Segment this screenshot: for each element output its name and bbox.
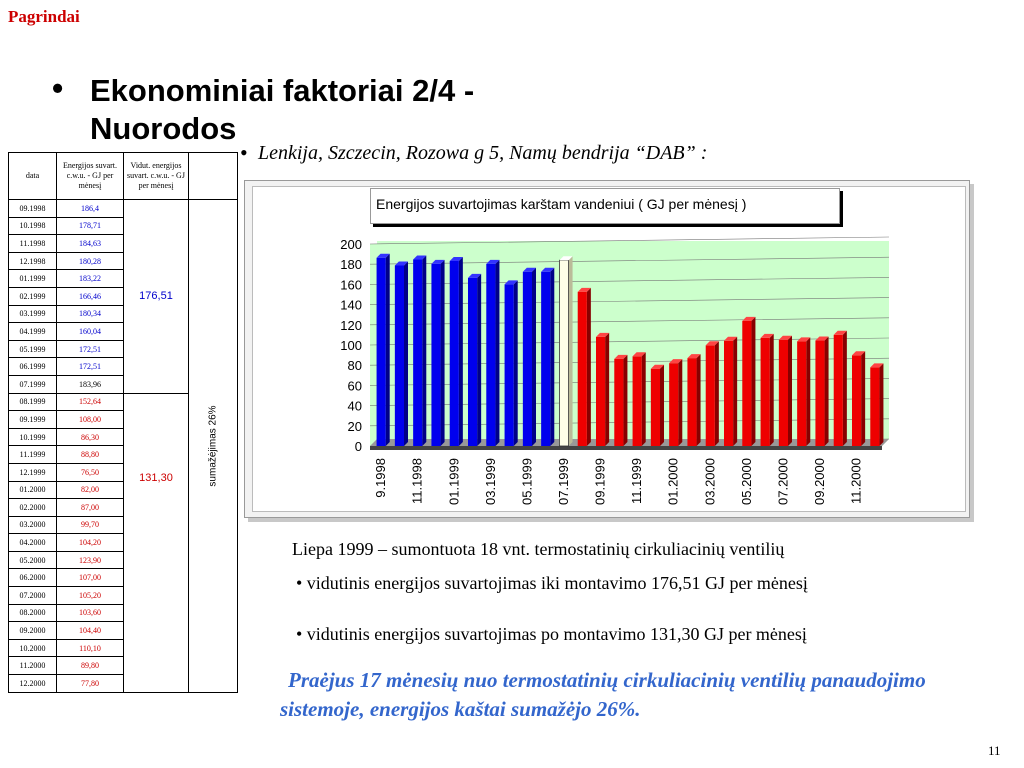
bar-side bbox=[623, 355, 627, 446]
value-cell: 180,28 bbox=[57, 252, 124, 270]
bar bbox=[815, 341, 824, 446]
y-tick-label: 120 bbox=[340, 317, 362, 333]
date-cell: 11.1999 bbox=[9, 446, 57, 464]
installation-note: Liepa 1999 – sumontuota 18 vnt. termostatinių cirkuliacinių ventilių bbox=[292, 539, 785, 559]
bar bbox=[706, 345, 715, 446]
date-cell: 03.2000 bbox=[9, 516, 57, 534]
value-cell: 166,46 bbox=[57, 287, 124, 305]
bar bbox=[797, 341, 806, 446]
date-cell: 06.2000 bbox=[9, 569, 57, 587]
x-tick-label: 07.2000 bbox=[775, 458, 791, 505]
bar-side bbox=[495, 260, 499, 446]
bar bbox=[377, 258, 386, 446]
bar-side bbox=[642, 352, 646, 446]
page-number: 11 bbox=[988, 743, 1001, 758]
slide-title: Ekonominiai faktoriai 2/4 - Nuorodos bbox=[90, 73, 475, 146]
bar bbox=[559, 260, 568, 446]
value-cell: 183,22 bbox=[57, 270, 124, 288]
value-cell: 103,60 bbox=[57, 604, 124, 622]
bar-side bbox=[605, 333, 609, 446]
y-tick-label: 0 bbox=[354, 439, 362, 454]
y-tick-label: 40 bbox=[347, 398, 362, 414]
bar-side bbox=[678, 359, 682, 446]
bar-side bbox=[514, 280, 518, 446]
value-cell: 178,71 bbox=[57, 217, 124, 235]
bar-side bbox=[770, 334, 774, 446]
average-after-cell: 131,30 bbox=[124, 393, 189, 692]
reduction-cell bbox=[189, 200, 238, 693]
table-header-cell: Vidut. energijos suvart. c.w.u. - GJ per mėnesį bbox=[124, 153, 189, 200]
x-tick-label: 09.1999 bbox=[592, 458, 608, 505]
value-cell: 172,51 bbox=[57, 358, 124, 376]
x-tick-label: 01.2000 bbox=[665, 458, 681, 505]
table-row bbox=[9, 200, 238, 218]
conclusion-text: Praėjus 17 mėnesių nuo termostatinių cirkuliacinių ventilių panaudojimo sistemoje, energijos kaštai sumažėjo 26%. bbox=[280, 668, 926, 721]
bar bbox=[450, 261, 459, 446]
value-cell: 123,90 bbox=[57, 551, 124, 569]
section-label: Pagrindai bbox=[8, 7, 80, 26]
value-cell: 108,00 bbox=[57, 411, 124, 429]
bar bbox=[742, 321, 751, 446]
date-cell: 02.1999 bbox=[9, 287, 57, 305]
value-cell: 160,04 bbox=[57, 323, 124, 341]
chart-title: Energijos suvartojimas karštam vandeniui ( GJ per mėnesį ) bbox=[376, 196, 747, 212]
x-tick-label: 11.1998 bbox=[409, 458, 425, 505]
value-cell: 89,80 bbox=[57, 657, 124, 675]
bar-side bbox=[441, 260, 445, 446]
bar-side bbox=[879, 363, 883, 446]
date-cell: 10.1998 bbox=[9, 217, 57, 235]
table-header-cell: data bbox=[9, 153, 57, 200]
plot-floor bbox=[370, 439, 889, 446]
bar bbox=[724, 341, 733, 446]
value-cell: 180,34 bbox=[57, 305, 124, 323]
bar bbox=[505, 284, 514, 446]
date-cell: 11.1998 bbox=[9, 235, 57, 253]
y-tick-label: 60 bbox=[347, 378, 362, 394]
table-header-cell bbox=[189, 153, 238, 200]
bar bbox=[523, 272, 532, 446]
bar bbox=[413, 260, 422, 446]
bar bbox=[431, 264, 440, 446]
bar-side bbox=[386, 254, 390, 446]
date-cell: 08.2000 bbox=[9, 604, 57, 622]
x-tick-label: 03.2000 bbox=[702, 458, 718, 505]
bar-chart bbox=[252, 222, 952, 512]
value-cell: 184,63 bbox=[57, 235, 124, 253]
note-after: • vidutinis energijos suvartojimas po montavimo 131,30 GJ per mėnesį bbox=[296, 624, 807, 644]
date-cell: 12.1999 bbox=[9, 463, 57, 481]
bar-side bbox=[587, 288, 591, 446]
value-cell: 152,64 bbox=[57, 393, 124, 411]
x-tick-label: 03.1999 bbox=[482, 458, 498, 505]
date-cell: 07.1999 bbox=[9, 375, 57, 393]
x-tick-label: 11.1999 bbox=[629, 458, 645, 505]
slide-subtitle: Lenkija, Szczecin, Rozowa g 5, Namų bendrija “DAB” : bbox=[258, 142, 708, 164]
bar bbox=[834, 335, 843, 446]
bar bbox=[395, 266, 404, 446]
x-tick-label: 01.1999 bbox=[446, 458, 462, 505]
bar-side bbox=[843, 331, 847, 446]
subtitle-bullet: • bbox=[240, 140, 248, 165]
value-cell: 88,80 bbox=[57, 446, 124, 464]
date-cell: 09.2000 bbox=[9, 622, 57, 640]
y-tick-label: 160 bbox=[340, 277, 362, 293]
value-cell: 99,70 bbox=[57, 516, 124, 534]
bar bbox=[669, 363, 678, 446]
bar-side bbox=[697, 354, 701, 446]
bar bbox=[761, 338, 770, 446]
value-cell: 107,00 bbox=[57, 569, 124, 587]
y-tick-label: 80 bbox=[347, 358, 362, 374]
date-cell: 03.1999 bbox=[9, 305, 57, 323]
x-tick-label: 11.2000 bbox=[848, 458, 864, 505]
bar bbox=[687, 358, 696, 446]
value-cell: 104,40 bbox=[57, 622, 124, 640]
bar bbox=[651, 369, 660, 446]
value-cell: 183,96 bbox=[57, 375, 124, 393]
value-cell: 87,00 bbox=[57, 499, 124, 517]
bar bbox=[486, 264, 495, 446]
date-cell: 09.1999 bbox=[9, 411, 57, 429]
bar-side bbox=[806, 337, 810, 446]
x-tick-label: 05.1999 bbox=[519, 458, 535, 505]
date-cell: 12.2000 bbox=[9, 675, 57, 693]
date-cell: 01.2000 bbox=[9, 481, 57, 499]
consumption-table bbox=[8, 152, 238, 693]
bar bbox=[578, 292, 587, 446]
date-cell: 09.1998 bbox=[9, 200, 57, 218]
x-tick-label: 07.1999 bbox=[556, 458, 571, 505]
bar-side bbox=[532, 268, 536, 446]
y-tick-label: 20 bbox=[347, 418, 362, 434]
bar-side bbox=[733, 337, 737, 446]
value-cell: 105,20 bbox=[57, 587, 124, 605]
title-bullet: • bbox=[52, 70, 64, 106]
bar-side bbox=[550, 268, 554, 446]
x-tick-label: 09.2000 bbox=[812, 458, 827, 505]
value-cell: 186,4 bbox=[57, 200, 124, 218]
date-cell: 10.1999 bbox=[9, 428, 57, 446]
bar bbox=[541, 272, 550, 446]
bar-side bbox=[751, 317, 755, 446]
date-cell: 04.2000 bbox=[9, 534, 57, 552]
bar-side bbox=[404, 262, 408, 446]
value-cell: 104,20 bbox=[57, 534, 124, 552]
date-cell: 07.2000 bbox=[9, 587, 57, 605]
date-cell: 02.2000 bbox=[9, 499, 57, 517]
bar bbox=[633, 356, 642, 446]
x-tick-label: 05.2000 bbox=[738, 458, 754, 505]
table-header-cell: Energijos suvart. c.w.u. - GJ per mėnesį bbox=[57, 153, 124, 200]
date-cell: 12.1998 bbox=[9, 252, 57, 270]
x-tick-label: 9.1998 bbox=[373, 458, 389, 498]
note-before: • vidutinis energijos suvartojimas iki montavimo 176,51 GJ per mėnesį bbox=[296, 573, 808, 593]
value-cell: 110,10 bbox=[57, 639, 124, 657]
value-cell: 86,30 bbox=[57, 428, 124, 446]
average-before-cell: 176,51 bbox=[124, 200, 189, 394]
bar-side bbox=[715, 341, 719, 446]
date-cell: 05.2000 bbox=[9, 551, 57, 569]
value-cell: 77,80 bbox=[57, 675, 124, 693]
y-tick-label: 180 bbox=[340, 257, 362, 273]
date-cell: 01.1999 bbox=[9, 270, 57, 288]
value-cell: 82,00 bbox=[57, 481, 124, 499]
date-cell: 04.1999 bbox=[9, 323, 57, 341]
date-cell: 05.1999 bbox=[9, 340, 57, 358]
value-cell: 76,50 bbox=[57, 463, 124, 481]
date-cell: 06.1999 bbox=[9, 358, 57, 376]
date-cell: 10.2000 bbox=[9, 639, 57, 657]
value-cell: 172,51 bbox=[57, 340, 124, 358]
bar bbox=[779, 340, 788, 446]
date-cell: 08.1999 bbox=[9, 393, 57, 411]
bar-side bbox=[477, 274, 481, 446]
bar-side bbox=[422, 256, 426, 446]
bar bbox=[468, 278, 477, 446]
bar-side bbox=[825, 337, 829, 446]
y-tick-label: 100 bbox=[340, 338, 362, 353]
bar-side bbox=[861, 351, 865, 446]
bar-side bbox=[788, 336, 792, 446]
bar bbox=[596, 337, 605, 446]
reduction-label: sumažėjimas 26% bbox=[207, 405, 219, 487]
bar-side bbox=[660, 365, 664, 446]
bar bbox=[614, 359, 623, 446]
y-tick-label: 140 bbox=[340, 297, 362, 313]
bar-side bbox=[459, 257, 463, 446]
bar bbox=[870, 367, 879, 446]
date-cell: 11.2000 bbox=[9, 657, 57, 675]
bar bbox=[852, 355, 861, 446]
bar-side bbox=[569, 256, 573, 446]
y-tick-label: 200 bbox=[340, 237, 362, 252]
plot-base bbox=[370, 446, 882, 450]
